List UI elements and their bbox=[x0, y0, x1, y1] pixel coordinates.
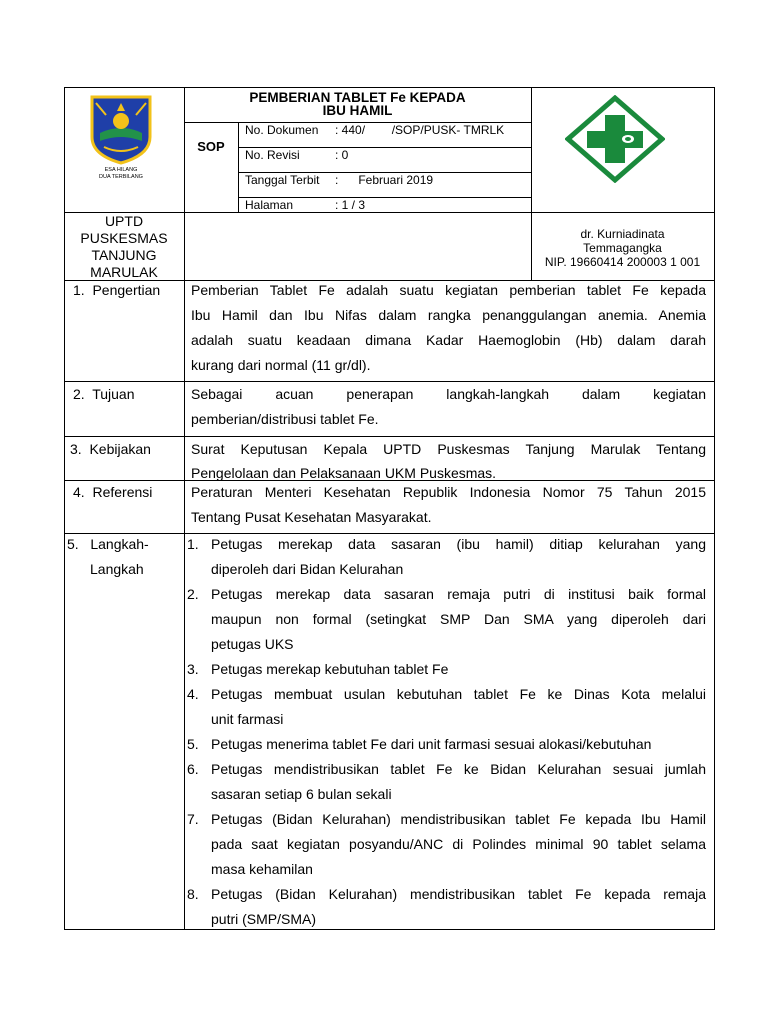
procedure-step-line: Petugas merekap data sasaran (ibu hamil) ditiap kelurahan yang bbox=[211, 536, 706, 552]
emblem-motto-line2: DUA TERBILANG bbox=[99, 174, 143, 180]
tujuan-line: Sebagai acuan penerapan langkah-langkah dalam kegiatan bbox=[191, 386, 706, 402]
section-label-referensi: 4. Referensi bbox=[73, 484, 153, 500]
procedure-step-line: Petugas (Bidan Kelurahan) mendistribusikan tablet Fe kepada Ibu Hamil bbox=[211, 811, 706, 827]
unit-name-line4: MARULAK bbox=[90, 264, 158, 280]
sop-label: SOP bbox=[197, 139, 225, 154]
unit-name-line2: PUSKESMAS bbox=[80, 230, 168, 246]
procedure-step-number: 6. bbox=[187, 761, 199, 777]
signatory-name-line1: dr. Kurniadinata bbox=[580, 227, 665, 241]
issue-date-value: : Februari 2019 bbox=[335, 173, 434, 187]
procedure-step-line: Petugas (Bidan Kelurahan) mendistribusikan tablet Fe kepada remaja bbox=[211, 886, 706, 902]
section-label-pengertian: 1. Pengertian bbox=[73, 282, 161, 298]
referensi-line: Peraturan Menteri Kesehatan Republik Indonesia Nomor 75 Tahun 2015 bbox=[191, 484, 706, 500]
health-cross-icon bbox=[565, 95, 665, 183]
procedure-step-number: 3. bbox=[187, 661, 199, 677]
doc-number-label: No. Dokumen bbox=[245, 123, 319, 137]
procedure-step-line: Petugas membuat usulan kebutuhan tablet Fe ke Dinas Kota melalui bbox=[211, 686, 706, 702]
signatory-nip: NIP. 19660414 200003 1 001 bbox=[544, 255, 701, 269]
revision-value: : 0 bbox=[335, 148, 349, 162]
procedure-step-line: putri (SMP/SMA) bbox=[211, 911, 317, 927]
section-label-langkah-line2: Langkah bbox=[90, 561, 144, 577]
procedure-step bbox=[187, 882, 706, 932]
procedure-step-line: Petugas mendistribusikan tablet Fe ke Bidan Kelurahan sesuai jumlah bbox=[211, 761, 706, 777]
pengertian-line: Pemberian Tablet Fe adalah suatu kegiatan pemberian tablet Fe kepada bbox=[191, 282, 706, 298]
kebijakan-line: Pengelolaan dan Pelaksanaan UKM Puskesmas. bbox=[191, 465, 497, 481]
regional-emblem-logo bbox=[86, 93, 156, 203]
procedure-step-number: 1. bbox=[187, 536, 199, 552]
procedure-step-line: diperoleh dari Bidan Kelurahan bbox=[211, 561, 404, 577]
procedure-step-number: 4. bbox=[187, 686, 199, 702]
procedure-step-number: 2. bbox=[187, 586, 199, 602]
section-label-langkah-line1: 5. Langkah- bbox=[67, 536, 149, 552]
procedure-step-line: pada saat kegiatan posyandu/ANC di Polindes minimal 90 tablet selama bbox=[211, 836, 706, 852]
procedure-step-line: Petugas merekap kebutuhan tablet Fe bbox=[211, 661, 449, 677]
page-label: Halaman bbox=[245, 198, 294, 212]
pengertian-line: kurang dari normal (11 gr/dl). bbox=[191, 357, 371, 373]
kebijakan-line: Surat Keputusan Kepala UPTD Puskesmas Tanjung Marulak Tentang bbox=[191, 441, 706, 457]
doc-number-value: : 440/ /SOP/PUSK- TMRLK bbox=[335, 123, 505, 137]
document-title-line1: PEMBERIAN TABLET Fe KEPADA bbox=[249, 90, 466, 105]
signatory-name-line2: Temmagangka bbox=[583, 241, 662, 255]
revision-label: No. Revisi bbox=[245, 148, 300, 162]
procedure-step-line: sasaran setiap 6 bulan sekali bbox=[211, 786, 392, 802]
referensi-line: Tentang Pusat Kesehatan Masyarakat. bbox=[191, 509, 432, 525]
pengertian-line: Ibu Hamil dan Ibu Nifas dalam rangka penanggulangan anemia. Anemia bbox=[191, 307, 706, 323]
procedure-step-number: 7. bbox=[187, 811, 199, 827]
page-value: : 1 / 3 bbox=[335, 198, 366, 212]
pengertian-line: adalah suatu keadaan dimana Kadar Haemoglobin (Hb) dalam darah bbox=[191, 332, 706, 348]
procedure-step-line: petugas UKS bbox=[211, 636, 294, 652]
section-label-kebijakan: 3. Kebijakan bbox=[70, 441, 151, 457]
emblem-motto-line1: ESA HILANG bbox=[104, 167, 138, 173]
shield-emblem-icon bbox=[86, 93, 156, 165]
procedure-step bbox=[187, 582, 706, 657]
procedure-step-line: maupun non formal (setingkat SMP Dan SMA yang diperoleh dari bbox=[211, 611, 706, 627]
tujuan-line: pemberian/distribusi tablet Fe. bbox=[191, 411, 379, 427]
procedure-step bbox=[187, 532, 706, 582]
section-label-tujuan: 2. Tujuan bbox=[73, 386, 135, 402]
issue-date-label: Tanggal Terbit bbox=[245, 173, 320, 187]
procedure-step-number: 8. bbox=[187, 886, 199, 902]
procedure-step-line: Petugas menerima tablet Fe dari unit farmasi sesuai alokasi/kebutuhan bbox=[211, 736, 652, 752]
procedure-steps-list bbox=[187, 532, 706, 932]
procedure-step-number: 5. bbox=[187, 736, 199, 752]
puskesmas-logo bbox=[565, 95, 665, 183]
procedure-step bbox=[187, 657, 706, 682]
procedure-step bbox=[187, 757, 706, 807]
procedure-step-line: Petugas merekap data sasaran remaja putri di institusi baik formal bbox=[211, 586, 706, 602]
unit-name-line3: TANJUNG bbox=[91, 247, 157, 263]
document-title-line2: IBU HAMIL bbox=[322, 103, 393, 118]
unit-name-line1: UPTD bbox=[104, 213, 144, 229]
procedure-step-line: masa kehamilan bbox=[211, 861, 313, 877]
procedure-step bbox=[187, 682, 706, 732]
procedure-step bbox=[187, 807, 706, 882]
procedure-step bbox=[187, 732, 706, 757]
procedure-step-line: unit farmasi bbox=[211, 711, 284, 727]
